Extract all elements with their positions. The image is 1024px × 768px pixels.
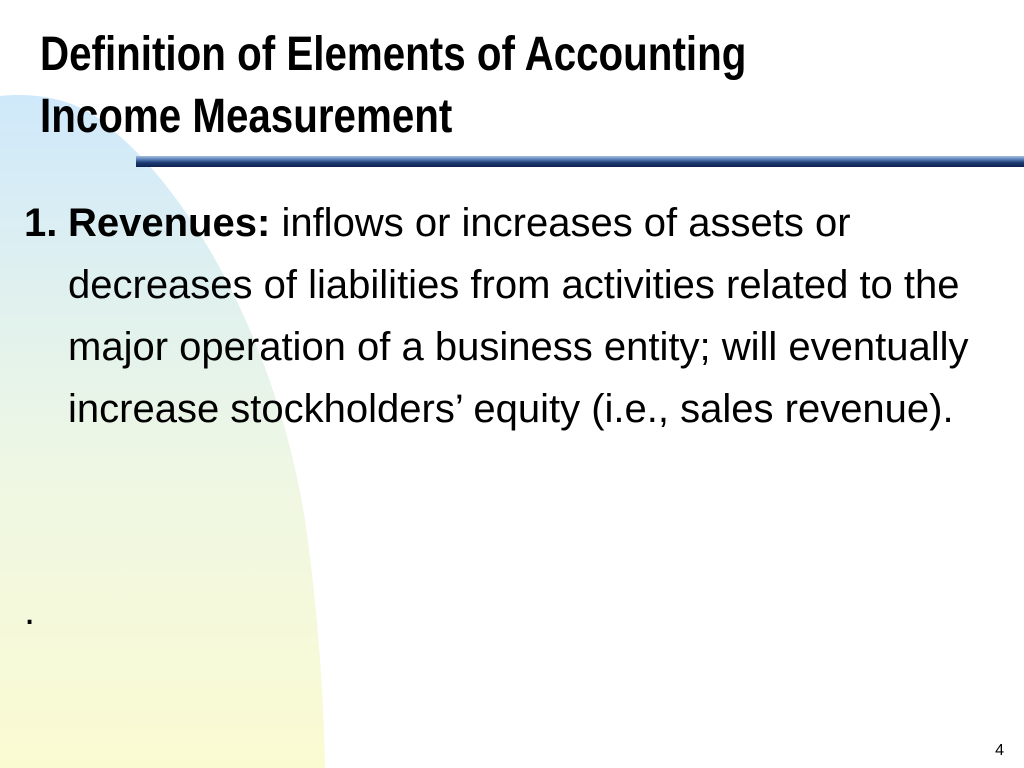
slide-body bbox=[24, 192, 1014, 440]
page-number: 4 bbox=[995, 742, 1004, 759]
slide-title-line-2: Income Measurement bbox=[40, 90, 453, 143]
definition-item-revenues bbox=[24, 192, 1014, 440]
item-term: Revenues: bbox=[68, 201, 271, 245]
item-number: 1. bbox=[24, 201, 58, 245]
stray-period-mark: . bbox=[24, 589, 36, 633]
title-divider-rule bbox=[136, 156, 1024, 167]
slide-title-line-1: Definition of Elements of Accounting bbox=[40, 28, 747, 81]
slide-title bbox=[40, 24, 846, 148]
item-definition: inflows or increases of assets or decreases of liabilities from activities related to the major operation of a business entity; will eventually increase stockholders’ equity (i.e., sales revenue). bbox=[68, 201, 969, 431]
